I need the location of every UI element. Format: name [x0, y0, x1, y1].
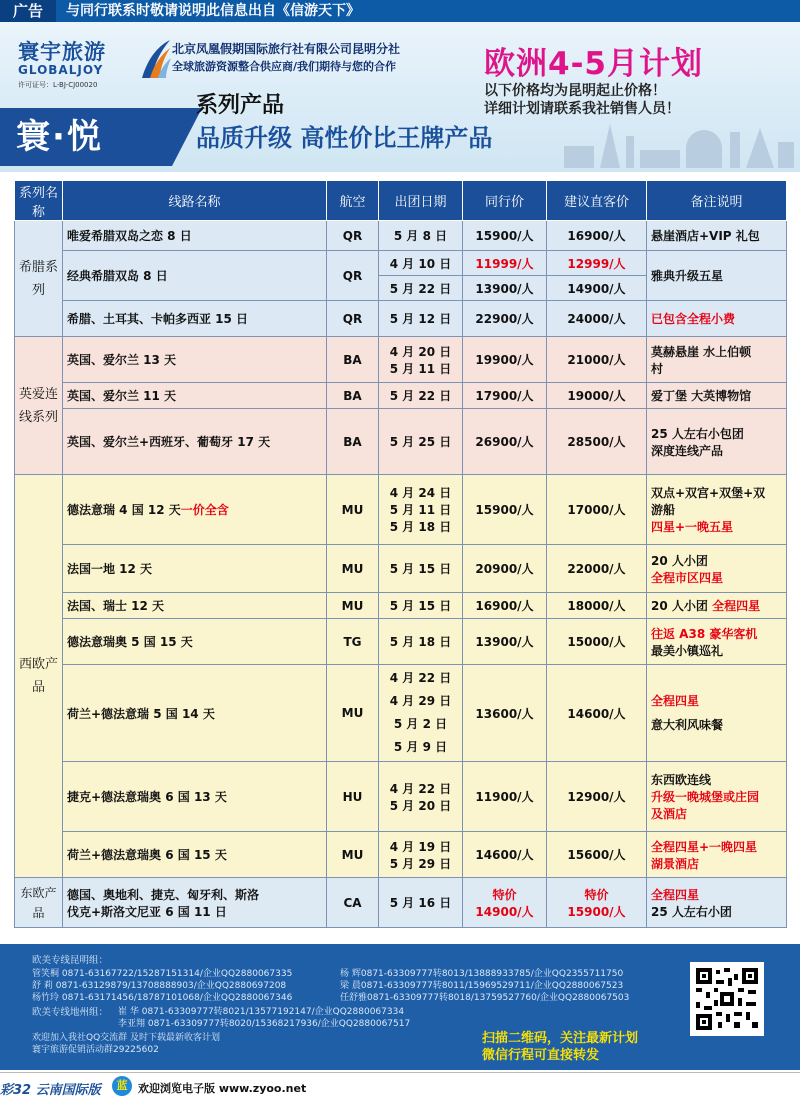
note-line: 四星+一晚五星 [651, 520, 734, 534]
route-name: 法国一地 12 天 [63, 545, 327, 593]
plan-subtitle-1: 以下价格均为昆明起止价格！ [484, 83, 666, 99]
depart-dates [379, 832, 463, 878]
depart-date: 5 月 29 日 [389, 856, 452, 871]
depart-date: 4 月 29 日 [389, 694, 452, 708]
route-name [63, 475, 327, 545]
retail-price: 21000/人 [547, 337, 647, 383]
contact-line: 李亚翔 0871-63309777转8020/15368217936/企业QQ2880067517 [118, 1019, 411, 1029]
table-row [15, 545, 787, 593]
peer-price: 17900/人 [463, 383, 547, 409]
peer-price [463, 878, 547, 928]
note-line: 25 人左右小包团 [651, 426, 744, 441]
peer-price: 15900/人 [463, 221, 547, 251]
route-line: 德国、奥地利、捷克、匈牙利、斯洛 [67, 887, 260, 902]
retail-price: 19000/人 [547, 383, 647, 409]
table-row [15, 475, 787, 545]
table-row [15, 409, 787, 475]
note: 爱丁堡 大英博物馆 [647, 383, 787, 409]
contact-line: 杨 辉0871-63309777转8013/13888933785/企业QQ2355711750 [340, 969, 624, 979]
table-row [15, 383, 787, 409]
retail-price: 12999/人 [547, 251, 647, 276]
airline: MU [327, 832, 379, 878]
depart-date: 5 月 20 日 [389, 798, 452, 813]
note-line: 全程四星 [651, 887, 700, 902]
route-highlight: 一价全含 [180, 503, 229, 517]
retail-price: 15000/人 [547, 619, 647, 665]
contact-line: 任舒雅0871-63309777转8018/13759527760/企业QQ2880067503 [340, 993, 630, 1003]
depart-date: 5 月 18 日 [379, 619, 463, 665]
note-line: 全程市区四星 [651, 570, 724, 585]
airline: BA [327, 409, 379, 475]
route-name: 唯爱希腊双岛之恋 8 日 [63, 221, 327, 251]
depart-date: 5 月 16 日 [379, 878, 463, 928]
airline: TG [327, 619, 379, 665]
page-footer [0, 1072, 800, 1100]
retail-price: 24000/人 [547, 301, 647, 337]
table-row [15, 665, 787, 762]
note-line: 全程四星+一晚四星 [651, 839, 758, 854]
col-retail-price: 建议直客价 [547, 181, 647, 221]
note [647, 665, 787, 762]
airline: HU [327, 762, 379, 832]
route-name: 英国、爱尔兰 13 天 [63, 337, 327, 383]
peer-price: 11900/人 [463, 762, 547, 832]
table-row [15, 832, 787, 878]
depart-date: 5 月 11 日 [389, 503, 452, 517]
retail-price: 17000/人 [547, 475, 647, 545]
retail-price: 15600/人 [547, 832, 647, 878]
company-logo [18, 36, 158, 94]
note-line: 20 人小团 [651, 553, 708, 568]
retail-price: 16900/人 [547, 221, 647, 251]
table-row [15, 619, 787, 665]
plan-subtitle-2: 详细计划请联系我社销售人员！ [484, 101, 680, 117]
retail-price: 18000/人 [547, 593, 647, 619]
depart-date: 5 月 11 日 [389, 361, 452, 376]
depart-date: 5 月 22 日 [379, 276, 463, 301]
note-line: 25 人左右小团 [651, 904, 732, 919]
group2-title: 欧美专线地州组： [32, 1007, 109, 1018]
note-line: 全程四星 [651, 694, 700, 708]
logo-english: GLOBALJOY [18, 63, 104, 77]
retail-price [547, 878, 647, 928]
note-line: 双点+双宫+双堡+双 [651, 486, 766, 500]
col-notes: 备注说明 [647, 181, 787, 221]
depart-date: 5 月 2 日 [393, 717, 448, 731]
note-line: 全程四星 [712, 599, 761, 613]
note [647, 409, 787, 475]
note [647, 878, 787, 928]
airline: MU [327, 475, 379, 545]
route-name: 英国、爱尔兰+西班牙、葡萄牙 17 天 [63, 409, 327, 475]
retail-price: 14600/人 [547, 665, 647, 762]
note: 雅典升级五星 [647, 251, 787, 301]
peer-price: 13900/人 [463, 276, 547, 301]
scan-line: 微信行程可直接转发 [482, 1048, 600, 1063]
table-row [15, 221, 787, 251]
note-line: 深度连线产品 [651, 443, 724, 458]
depart-date: 4 月 10 日 [379, 251, 463, 276]
depart-date: 5 月 8 日 [379, 221, 463, 251]
table-row [15, 337, 787, 383]
peer-price: 20900/人 [463, 545, 547, 593]
depart-date: 5 月 18 日 [389, 520, 452, 534]
col-series: 系列名称 [15, 181, 63, 221]
note [647, 545, 787, 593]
table-row [15, 878, 787, 928]
contact-line: 杨竹玲 0871-63171456/18787101068/企业QQ2880067346 [32, 993, 293, 1003]
qr-code-icon[interactable] [690, 962, 764, 1036]
depart-date: 4 月 20 日 [389, 344, 452, 359]
special-label: 特价 [492, 887, 517, 902]
col-date: 出团日期 [379, 181, 463, 221]
table-row [15, 301, 787, 337]
depart-date: 5 月 15 日 [379, 545, 463, 593]
page-number: 彩32 云南国际版 [0, 1083, 101, 1098]
peer-price: 26900/人 [463, 409, 547, 475]
route-name: 德法意瑞奥 5 国 15 天 [63, 619, 327, 665]
airline: BA [327, 337, 379, 383]
plan-title: 欧洲4-5月计划 [484, 46, 704, 82]
retail-price: 28500/人 [547, 409, 647, 475]
airline: QR [327, 251, 379, 301]
depart-dates [379, 337, 463, 383]
peer-price: 14600/人 [463, 832, 547, 878]
col-route: 线路名称 [63, 181, 327, 221]
depart-date: 4 月 24 日 [389, 486, 452, 500]
price-value: 15900/人 [567, 904, 626, 919]
depart-dates [379, 665, 463, 762]
wing-logo-icon [138, 38, 172, 82]
contact-line: 舒 莉 0871-63129879/13708888903/企业QQ2880697208 [32, 981, 287, 991]
series-heading: 系列产品 [196, 93, 285, 118]
logo-chinese: 寰宇旅游 [18, 40, 106, 64]
peer-price: 11999/人 [463, 251, 547, 276]
peer-price: 16900/人 [463, 593, 547, 619]
airline: MU [327, 665, 379, 762]
route-name [63, 878, 327, 928]
note-line: 及酒店 [651, 807, 688, 821]
retail-price: 14900/人 [547, 276, 647, 301]
depart-date: 5 月 25 日 [379, 409, 463, 475]
qq-notice: 欢迎加入我社QQ交流群 及时下载最新收客计划 [32, 1033, 221, 1043]
brand-band: 寰·悦 [0, 108, 172, 166]
series-west-europe: 西欧产品 [15, 475, 63, 878]
ad-notice: 与同行联系时敬请说明此信息出自《信游天下》 [66, 3, 360, 19]
note-line: 游船 [651, 503, 676, 517]
note [647, 593, 787, 619]
quality-heading: 品质升级 高性价比王牌产品 [196, 124, 493, 152]
contact-line: 崔 华 0871-63309777转8021/13577192147/企业QQ2880067334 [118, 1007, 405, 1017]
route-name: 捷克+德法意瑞奥 6 国 13 天 [63, 762, 327, 832]
contact-footer [0, 944, 800, 1070]
series-east-europe: 东欧产品 [15, 878, 63, 928]
note-line: 升级一晚城堡或庄园 [651, 790, 760, 804]
note-line: 东西欧连线 [651, 773, 712, 787]
note-line: 最美小镇巡礼 [651, 643, 724, 658]
note-line: 莫赫悬崖 水上伯顿 [651, 344, 752, 359]
route-name: 经典希腊双岛 8 日 [63, 251, 327, 301]
route-name: 法国、瑞士 12 天 [63, 593, 327, 619]
retail-price: 12900/人 [547, 762, 647, 832]
scan-line: 扫描二维码，关注最新计划 [482, 1031, 639, 1046]
qq-group: 寰宇旅游促销活动群29225602 [32, 1045, 159, 1055]
note: 悬崖酒店+VIP 礼包 [647, 221, 787, 251]
table-row [15, 251, 787, 276]
route-line: 伐克+斯洛文尼亚 6 国 11 日 [67, 904, 227, 919]
table-header-row [15, 181, 787, 221]
peer-price: 13900/人 [463, 619, 547, 665]
company-name: 北京凤凰假期国际旅行社有限公司昆明分社 [172, 42, 401, 56]
note [647, 832, 787, 878]
airline: MU [327, 593, 379, 619]
route-name: 英国、爱尔兰 11 天 [63, 383, 327, 409]
depart-date: 4 月 19 日 [389, 839, 452, 854]
note [647, 337, 787, 383]
qr-pattern [694, 966, 760, 1032]
peer-price: 19900/人 [463, 337, 547, 383]
edition-badge: 蓝 [112, 1076, 132, 1096]
airline: MU [327, 545, 379, 593]
group1-title: 欧美专线昆明组： [32, 955, 109, 966]
peer-price: 15900/人 [463, 475, 547, 545]
note [647, 762, 787, 832]
depart-date: 4 月 22 日 [389, 781, 452, 796]
airline: QR [327, 301, 379, 337]
table-row [15, 762, 787, 832]
airline: QR [327, 221, 379, 251]
retail-price: 22000/人 [547, 545, 647, 593]
depart-date: 5 月 12 日 [379, 301, 463, 337]
route-name: 荷兰+德法意瑞 5 国 14 天 [63, 665, 327, 762]
depart-date: 4 月 22 日 [389, 671, 452, 685]
note [647, 475, 787, 545]
peer-price: 13600/人 [463, 665, 547, 762]
col-peer-price: 同行价 [463, 181, 547, 221]
scan-prompt [482, 1030, 638, 1064]
note-line: 20 人小团 [651, 599, 708, 613]
col-airline: 航空 [327, 181, 379, 221]
airline: BA [327, 383, 379, 409]
route-name: 希腊、土耳其、卡帕多西亚 15 日 [63, 301, 327, 337]
note: 已包含全程小费 [647, 301, 787, 337]
depart-date: 5 月 15 日 [379, 593, 463, 619]
note [647, 619, 787, 665]
note-line: 意大利风味餐 [651, 718, 724, 732]
note-line: 村 [651, 361, 664, 376]
route-name: 荷兰+德法意瑞奥 6 国 15 天 [63, 832, 327, 878]
table-row [15, 593, 787, 619]
ad-label: 广告 [0, 0, 56, 22]
series-greece: 希腊系列 [15, 221, 63, 337]
contact-line: 梁 晨0871-63309777转8011/15969529711/企业QQ2880067523 [340, 981, 624, 991]
header-banner [0, 22, 800, 172]
landmark-skyline-icon [560, 120, 796, 168]
route-text: 德法意瑞 4 国 12 天 [67, 503, 181, 517]
depart-dates [379, 475, 463, 545]
note-line: 湖景酒店 [651, 856, 700, 871]
depart-date: 5 月 9 日 [393, 740, 448, 754]
note-line: 往返 A38 豪华客机 [651, 626, 758, 641]
license-number: 许可证号：L-BJ-CJ00020 [18, 81, 98, 89]
tour-plan-table [14, 180, 787, 928]
depart-date: 5 月 22 日 [379, 383, 463, 409]
special-label: 特价 [584, 887, 609, 902]
airline: CA [327, 878, 379, 928]
ad-bar [0, 0, 800, 22]
peer-price: 22900/人 [463, 301, 547, 337]
depart-dates [379, 762, 463, 832]
contact-line: 管笑桐 0871-63167722/15287151314/企业QQ2880067335 [32, 969, 293, 979]
company-slogan: 全球旅游资源整合供应商/我们期待与您的合作 [172, 60, 397, 73]
price-value: 14900/人 [475, 904, 534, 919]
website-link[interactable]: 欢迎浏览电子版 www.zyoo.net [138, 1082, 307, 1095]
series-uk-ireland: 英爱连线系列 [15, 337, 63, 475]
